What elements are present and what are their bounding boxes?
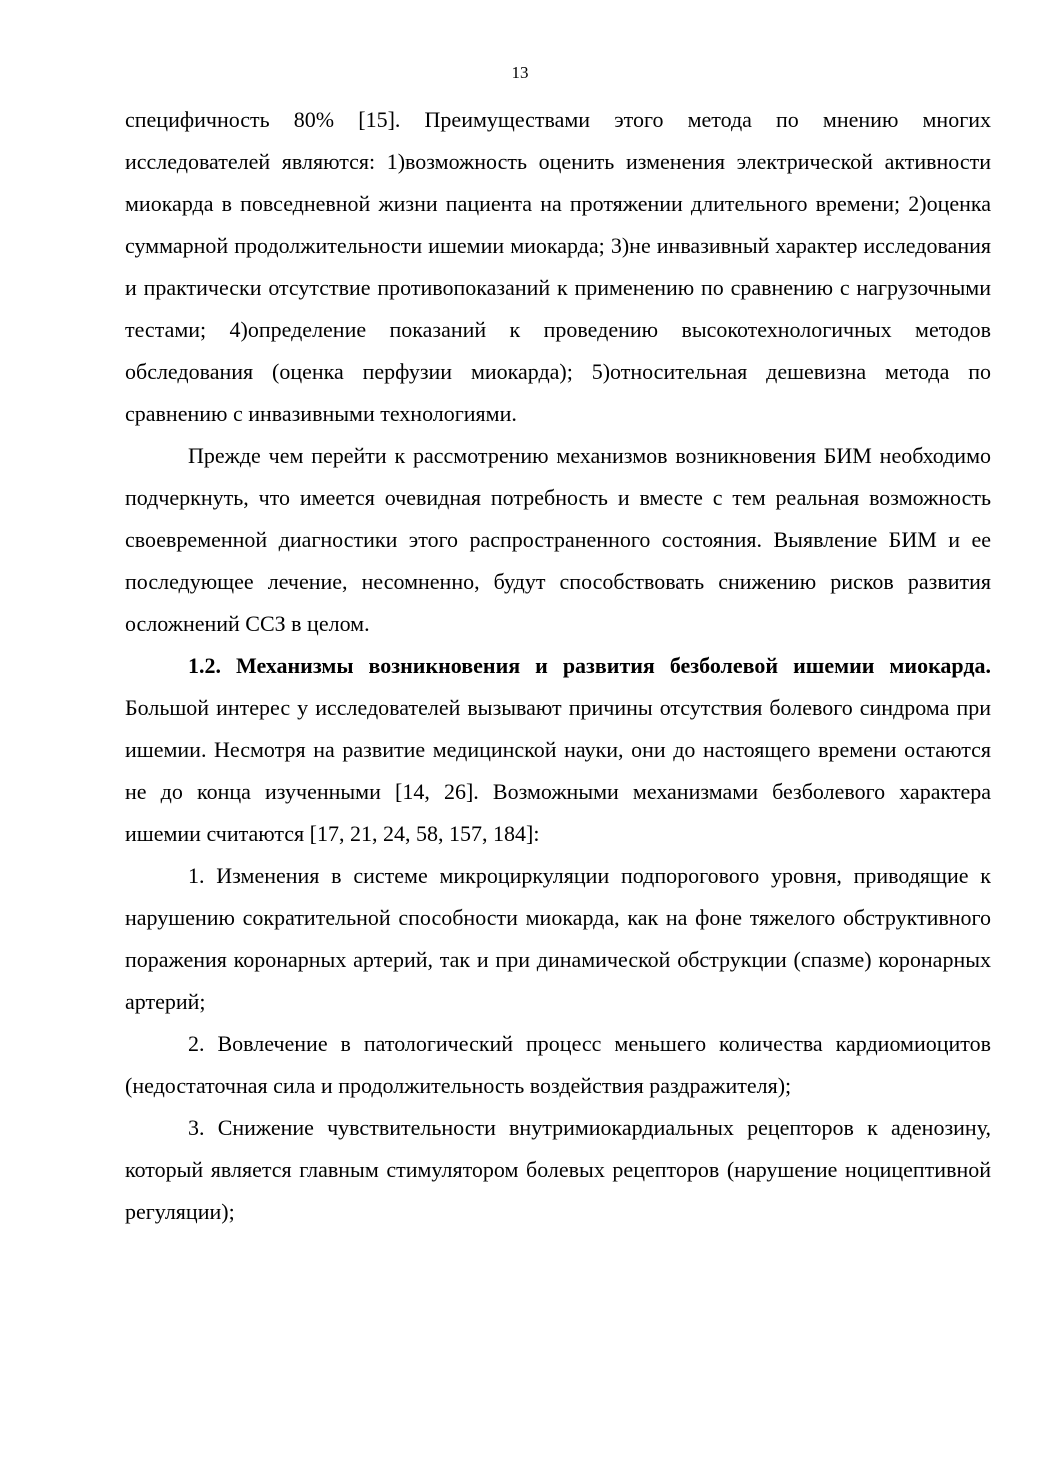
paragraph-diagnostics-need: Прежде чем перейти к рассмотрению механизмов возникновения БИМ необходимо подчеркнуть, что имеется очевидная потребность и вместе с тем реальная возможность своевременной диагностики этого распространенного состояния. Выявление БИМ и ее последующее лечение, несомненно, будут способствовать снижению рисков развития осложнений ССЗ в целом. <box>125 443 991 636</box>
list-item-1: 1. Изменения в системе микроциркуляции подпорогового уровня, приводящие к нарушению сократительной способности миокарда, как на фоне тяжелого обструктивного поражения коронарных артерий, так и при динамической обструкции (спазме) коронарных артерий; <box>125 863 991 1014</box>
document-body <box>125 99 991 1233</box>
paragraph-method-advantages: специфичность 80% [15]. Преимуществами этого метода по мнению многих исследователей являются: 1)возможность оценить изменения электрической активности миокарда в повседневной жизни пациента на протяжении длительного времени; 2)оценка суммарной продолжительности ишемии миокарда; 3)не инвазивный характер исследования и практически отсутствие противопоказаний к применению по сравнению с нагрузочными тестами; 4)определение показаний к проведению высокотехнологичных методов обследования (оценка перфузии миокарда); 5)относительная дешевизна метода по сравнению с инвазивными технологиями. <box>125 107 991 426</box>
paragraph-section-1-2 <box>125 645 991 855</box>
page-number: 13 <box>511 63 529 82</box>
list-item-3: 3. Снижение чувствительности внутримиокардиальных рецепторов к аденозину, который является главным стимулятором болевых рецепторов (нарушение ноцицептивной регуляции); <box>125 1115 991 1224</box>
section-heading: 1.2. Механизмы возникновения и развития безболевой ишемии миокарда. <box>188 653 991 678</box>
list-item-2: 2. Вовлечение в патологический процесс меньшего количества кардиомиоцитов (недостаточная сила и продолжительность воздействия раздражителя); <box>125 1031 991 1098</box>
section-intro-text: Большой интерес у исследователей вызывают причины отсутствия болевого синдрома при ишемии. Несмотря на развитие медицинской науки, они до настоящего времени остаются не до конца изученными [14, 26]. Возможными механизмами безболевого характера ишемии считаются [17, 21, 24, 58, 157, 184]: <box>125 695 991 846</box>
